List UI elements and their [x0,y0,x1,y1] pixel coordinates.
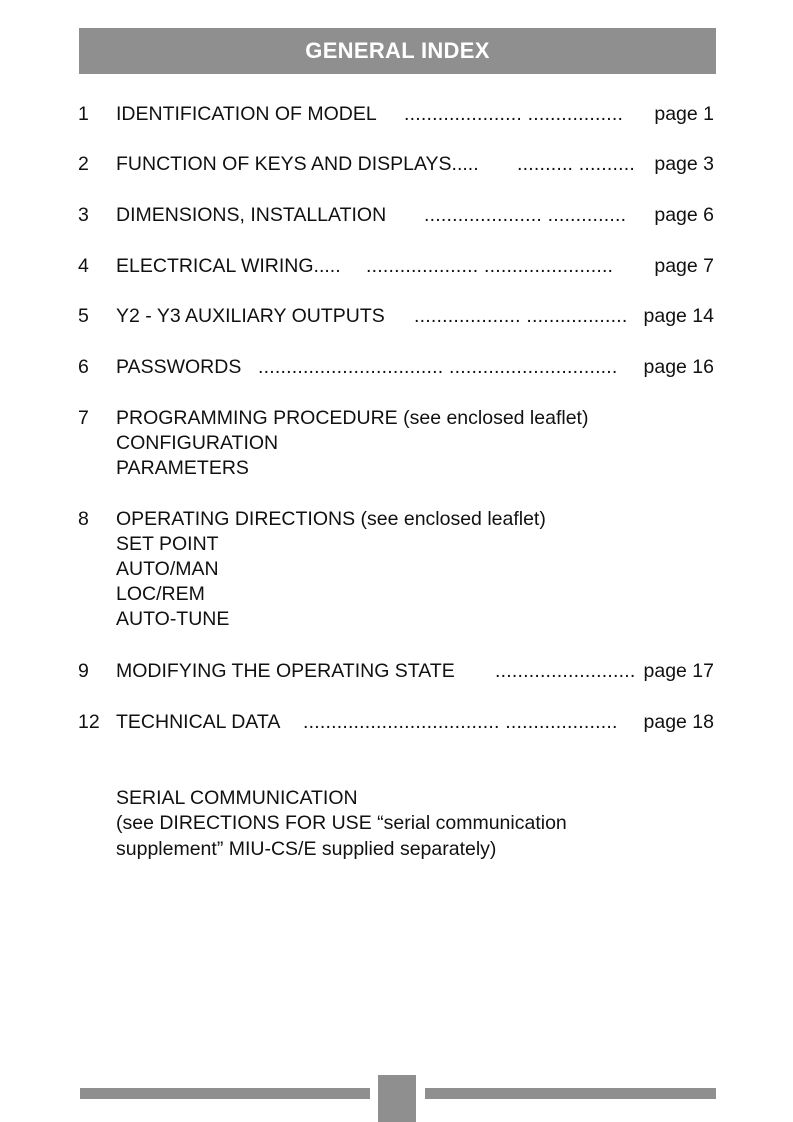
toc-entry-title: DIMENSIONS, INSTALLATION [116,204,387,226]
toc-entry-number: 6 [78,356,89,378]
toc-entry-leader: ..................... .............. [424,204,627,226]
toc-entry-leader: ................... .................. [414,305,628,327]
toc-entry-number: 9 [78,660,89,682]
toc-entry-leader: ..................... ................. [404,103,624,125]
note-line: SERIAL COMMUNICATION [116,787,358,809]
toc-entry-title: TECHNICAL DATA [116,711,281,733]
toc-entry-leader: ................................... .................... [303,711,618,733]
note-line: supplement” MIU-CS/E supplied separately) [116,837,497,860]
toc-entry-title: PASSWORDS [116,356,242,378]
toc-subentry: AUTO/MAN [116,558,219,580]
toc-entry-page: page 7 [654,255,714,277]
toc-entry-leader: ................................. .............................. [258,356,618,378]
toc-entry-number: 5 [78,305,89,327]
toc-subentry: SET POINT [116,533,219,555]
footer-page-box [378,1075,416,1122]
toc-entry-number: 1 [78,103,89,125]
toc-entry-page: page 3 [654,153,714,175]
toc-entry-number: 3 [78,204,89,226]
toc-entry-page: page 6 [654,204,714,226]
toc-entry-leader: .................... ....................... [366,255,614,277]
serial-communication-note [116,786,567,862]
toc-entry-title: ELECTRICAL WIRING..... [116,255,341,277]
page-title: GENERAL INDEX [305,38,490,63]
toc-entry-number: 8 [78,508,89,530]
toc-entry-title: PROGRAMMING PROCEDURE (see enclosed leaflet) [116,407,589,429]
toc-entry-title: OPERATING DIRECTIONS (see enclosed leaflet) [116,508,546,530]
toc-entry-title: IDENTIFICATION OF MODEL [116,103,377,125]
footer-bar-right [425,1088,716,1099]
footer-bar-left [80,1088,370,1099]
toc-entry-page: page 17 [643,660,714,682]
toc-entry-number: 12 [78,711,100,733]
toc-entry-page: page 1 [654,103,714,125]
toc-subentry: CONFIGURATION [116,432,279,454]
toc-entry-leader: .......... .......... [517,153,635,175]
toc-subentry: AUTO-TUNE [116,608,230,630]
toc-entry-leader: ......................... [495,660,636,682]
toc-subentry: LOC/REM [116,583,205,605]
toc-entry-title: MODIFYING THE OPERATING STATE [116,660,455,682]
toc-subentry: PARAMETERS [116,457,249,479]
toc-entry-page: page 18 [643,711,714,733]
toc-entry-number: 4 [78,255,89,277]
index-title-bar [79,28,716,74]
toc-entry-title: FUNCTION OF KEYS AND DISPLAYS..... [116,153,479,175]
toc-entry-number: 7 [78,407,89,429]
note-line: (see DIRECTIONS FOR USE “serial communication [116,812,567,835]
toc-entry-page: page 16 [643,356,714,378]
toc-entry-title: Y2 - Y3 AUXILIARY OUTPUTS [116,305,385,327]
toc-entry-number: 2 [78,153,89,175]
toc-entry-page: page 14 [643,305,714,327]
